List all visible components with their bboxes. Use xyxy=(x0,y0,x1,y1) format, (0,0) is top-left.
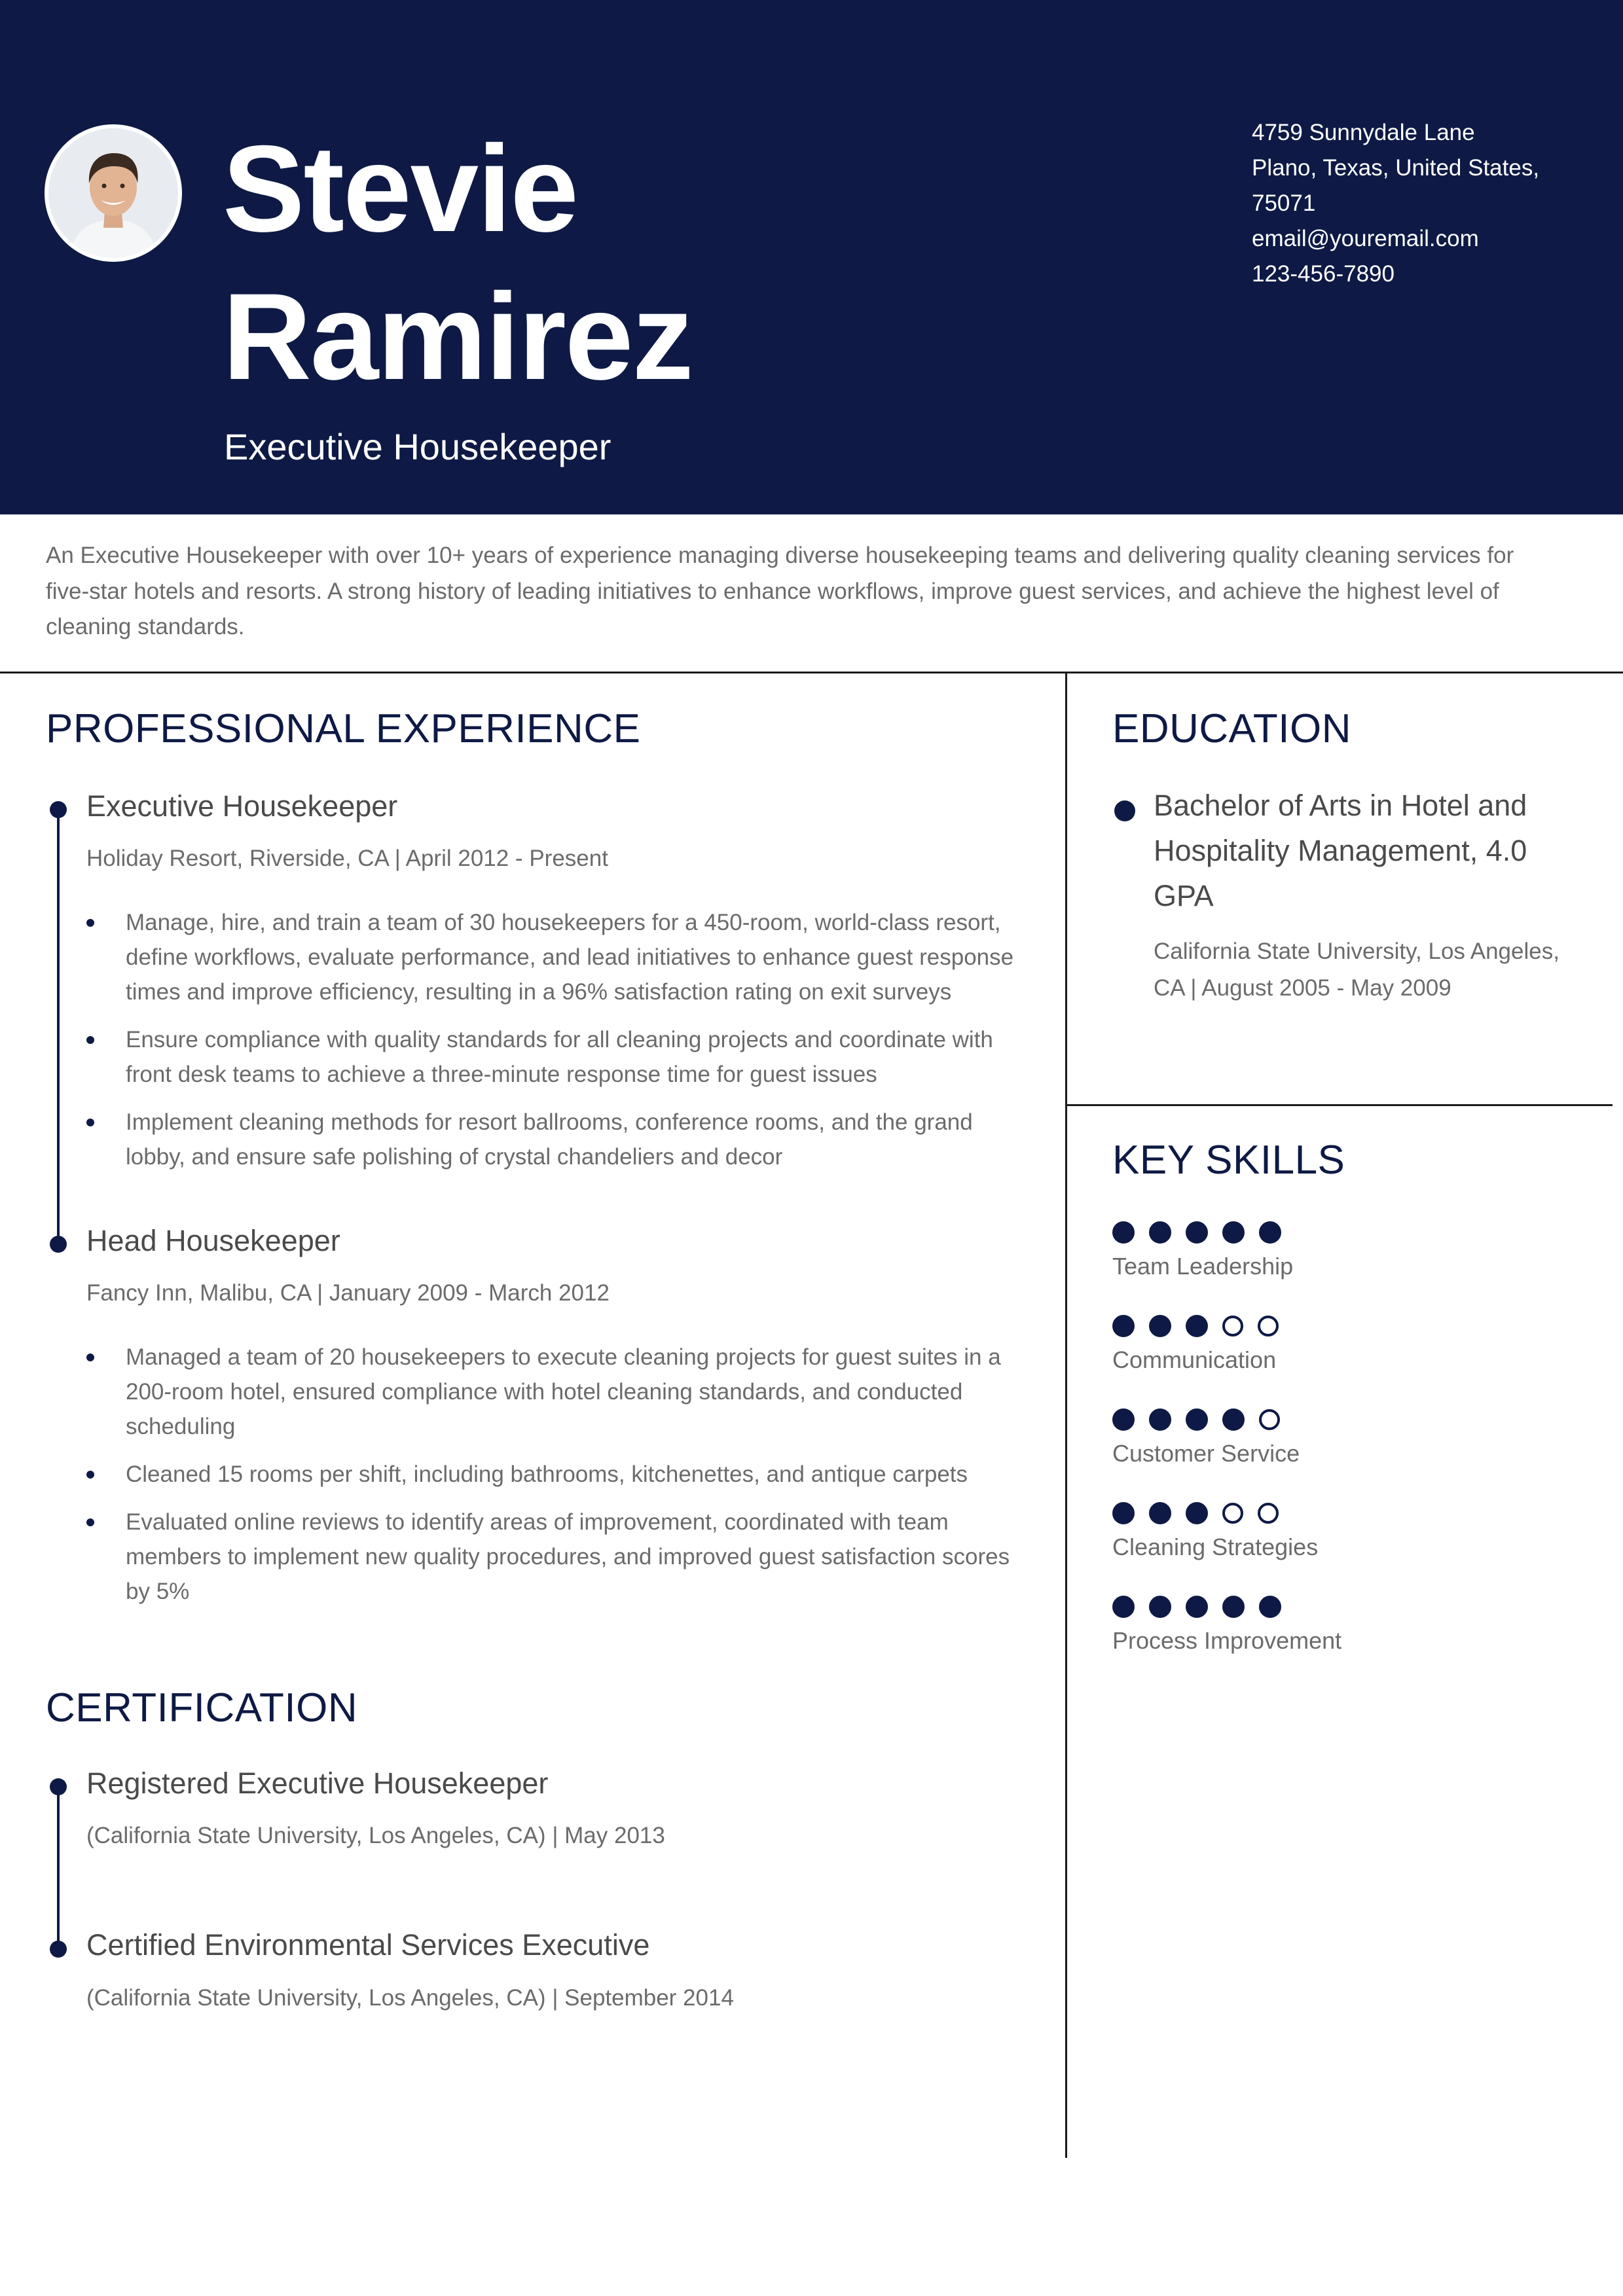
job-bullets-1 xyxy=(86,905,1029,1174)
skill-item xyxy=(1112,1221,1293,1280)
filled-dot-icon xyxy=(1186,1596,1208,1618)
education-dot xyxy=(1114,800,1135,821)
first-name: Stevie xyxy=(223,120,577,257)
cert-subtitle-2: (California State University, Los Angeles, CA) | September 2014 xyxy=(86,1985,734,2011)
address-line-2: Plano, Texas, United States, xyxy=(1252,155,1540,181)
experience-heading: PROFESSIONAL EXPERIENCE xyxy=(46,706,641,751)
experience-timeline xyxy=(57,810,60,1246)
list-item: Cleaned 15 rooms per shift, including bathrooms, kitchenettes, and antique carpets xyxy=(86,1457,1029,1492)
skills-heading: KEY SKILLS xyxy=(1112,1138,1345,1183)
filled-dot-icon xyxy=(1149,1502,1171,1524)
empty-dot-icon xyxy=(1258,1316,1279,1336)
skill-rating xyxy=(1112,1502,1318,1524)
filled-dot-icon xyxy=(1259,1596,1281,1618)
skill-name: Process Improvement xyxy=(1112,1627,1342,1654)
skill-item xyxy=(1112,1408,1300,1467)
filled-dot-icon xyxy=(1149,1408,1171,1431)
address-line-1: 4759 Sunnydale Lane xyxy=(1252,120,1475,145)
email: email@youremail.com xyxy=(1252,226,1479,251)
certification-heading: CERTIFICATION xyxy=(46,1685,358,1731)
certification-timeline xyxy=(57,1787,60,1950)
sidebar-divider xyxy=(1066,1104,1613,1106)
filled-dot-icon xyxy=(1112,1596,1135,1618)
empty-dot-icon xyxy=(1222,1503,1243,1524)
skill-rating xyxy=(1112,1408,1300,1431)
empty-dot-icon xyxy=(1258,1503,1279,1524)
list-item: Ensure compliance with quality standards for all cleaning projects and coordinate with front desk teams to achieve a three-minute response time for guest issues xyxy=(86,1022,1029,1092)
filled-dot-icon xyxy=(1186,1502,1208,1524)
skill-name: Team Leadership xyxy=(1112,1253,1294,1280)
timeline-dot xyxy=(50,801,67,818)
filled-dot-icon xyxy=(1259,1221,1281,1244)
list-item: Managed a team of 20 housekeepers to execute cleaning projects for guest suites in a 200-room hotel, ensured compliance with hotel cleaning standards, and conducted scheduling xyxy=(86,1340,1029,1444)
filled-dot-icon xyxy=(1222,1408,1245,1431)
list-item: Implement cleaning methods for resort ballrooms, conference rooms, and the grand lobby, and ensure safe polishing of crystal chandeliers and decor xyxy=(86,1105,1029,1174)
filled-dot-icon xyxy=(1186,1408,1208,1431)
filled-dot-icon xyxy=(1186,1221,1208,1244)
filled-dot-icon xyxy=(1149,1596,1171,1618)
last-name: Ramirez xyxy=(223,268,693,405)
timeline-dot xyxy=(50,1236,67,1253)
filled-dot-icon xyxy=(1112,1221,1135,1244)
empty-dot-icon xyxy=(1222,1316,1243,1336)
school-info: California State University, Los Angeles, CA | August 2005 - May 2009 xyxy=(1154,939,1559,1001)
skill-name: Cleaning Strategies xyxy=(1112,1534,1319,1560)
job-subtitle-1: Holiday Resort, Riverside, CA | April 2012 - Present xyxy=(86,846,608,871)
section-divider xyxy=(0,672,1623,673)
filled-dot-icon xyxy=(1149,1315,1171,1337)
list-item: Evaluated online reviews to identify areas of improvement, coordinated with team members to implement new quality procedures, and improved guest satisfaction scores by 5% xyxy=(86,1505,1029,1609)
job-title-2: Head Housekeeper xyxy=(86,1224,340,1257)
person-photo-icon xyxy=(48,128,178,258)
column-divider xyxy=(1065,672,1067,2158)
filled-dot-icon xyxy=(1222,1596,1245,1618)
filled-dot-icon xyxy=(1186,1315,1208,1337)
filled-dot-icon xyxy=(1112,1502,1135,1524)
phone: 123-456-7890 xyxy=(1252,261,1395,287)
cert-title-1: Registered Executive Housekeeper xyxy=(86,1767,549,1800)
timeline-dot xyxy=(50,1941,67,1958)
skill-item xyxy=(1112,1502,1318,1561)
filled-dot-icon xyxy=(1149,1221,1171,1244)
job-subtitle-2: Fancy Inn, Malibu, CA | January 2009 - March 2012 xyxy=(86,1280,610,1306)
skill-name: Communication xyxy=(1112,1346,1277,1373)
job-title-1: Executive Housekeeper xyxy=(86,789,398,823)
job-title: Executive Housekeeper xyxy=(224,426,611,467)
profile-photo xyxy=(45,124,182,262)
skill-rating xyxy=(1112,1596,1341,1618)
skill-rating xyxy=(1112,1315,1279,1337)
education-heading: EDUCATION xyxy=(1112,706,1352,751)
candidate-name xyxy=(223,115,692,410)
skill-rating xyxy=(1112,1221,1293,1244)
filled-dot-icon xyxy=(1112,1408,1135,1431)
filled-dot-icon xyxy=(1112,1315,1135,1337)
skill-item xyxy=(1112,1315,1279,1374)
timeline-dot xyxy=(50,1778,67,1795)
header-banner xyxy=(0,0,1623,514)
summary-text: An Executive Housekeeper with over 10+ years of experience managing diverse housekeeping teams and delivering quality cleaning services for five-star hotels and resorts. A strong history of leading initiatives to enhance workflows, improve guest services, and achieve the highest level of cleaning standards. xyxy=(46,543,1514,639)
skill-name: Customer Service xyxy=(1112,1440,1300,1467)
contact-info xyxy=(1252,115,1539,292)
cert-title-2: Certified Environmental Services Executive xyxy=(86,1928,650,1962)
filled-dot-icon xyxy=(1222,1221,1245,1244)
skill-item xyxy=(1112,1596,1341,1655)
job-bullets-2 xyxy=(86,1340,1029,1609)
list-item: Manage, hire, and train a team of 30 housekeepers for a 450-room, world-class resort, define workflows, evaluate performance, and lead initiatives to enhance guest response times and improve efficiency, resulting in a 96% satisfaction rating on exit surveys xyxy=(86,905,1029,1009)
empty-dot-icon xyxy=(1259,1409,1280,1430)
degree-title: Bachelor of Arts in Hotel and Hospitality Management, 4.0 GPA xyxy=(1154,789,1527,912)
cert-subtitle-1: (California State University, Los Angeles, CA) | May 2013 xyxy=(86,1823,665,1848)
address-line-3: 75071 xyxy=(1252,190,1316,216)
